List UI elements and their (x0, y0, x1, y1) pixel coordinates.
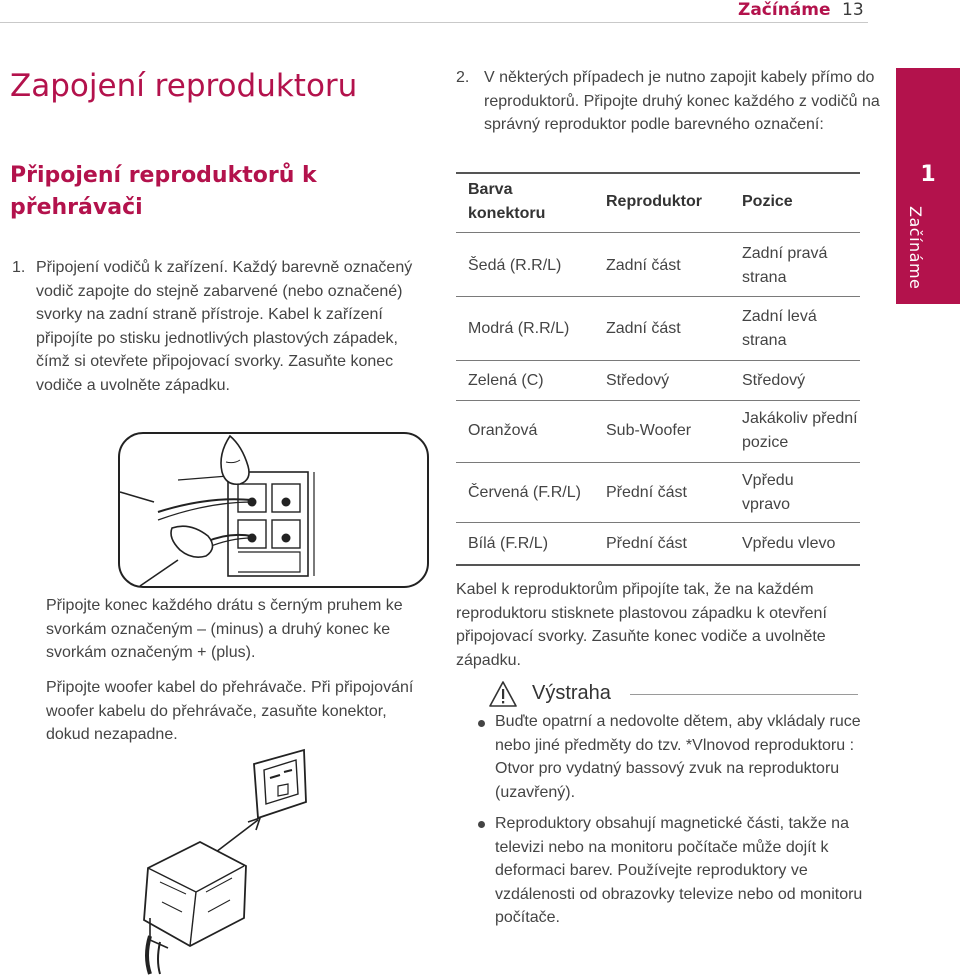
table-cell: Červená (F.R/L) (468, 484, 581, 501)
terminal-connection-illustration (118, 432, 429, 588)
table-rule (456, 522, 860, 523)
table-cell: Modrá (R.R/L) (468, 320, 570, 337)
bullet-marker (478, 720, 485, 727)
table-cell: Zadní část (606, 257, 681, 274)
table-header-speaker: Reproduktor (606, 193, 702, 210)
step-1-text: Připojení vodičů k zařízení. Každý barevně označený vodič zapojte do stejně zabarvené (nebo označené) svorky na zadní straně přístroje. Kabel k zařízení připojíte po stisku jednotlivých plastových západek, čímž si otevřete připojovací svorky. Zasuňte konec vodiče a uvolněte západku. (36, 259, 413, 394)
table-header-position: Pozice (742, 193, 793, 210)
table-cell: Vpředu vpravo (742, 472, 794, 513)
woofer-connector-illustration (120, 742, 352, 976)
table-cell: Bílá (F.R/L) (468, 535, 549, 552)
page-title: Zapojení reproduktoru (10, 68, 358, 104)
table-cell: Zadní pravá strana (742, 245, 828, 286)
table-cell: Sub-Woofer (606, 422, 692, 439)
warning-title: Výstraha (532, 682, 611, 704)
table-header-color: Barva konektoru (468, 181, 546, 222)
warning-triangle-icon (488, 680, 518, 708)
table-rule (456, 360, 860, 361)
table-cell: Středový (742, 372, 806, 389)
table-cell: Zelená (C) (468, 372, 544, 389)
table-cell: Zadní část (606, 320, 681, 337)
table-rule (456, 400, 860, 401)
warning-item: Reproduktory obsahují magnetické části, takže na televizi nebo na monitoru počítače může dojít k deformaci barev. Používejte reproduktory ve vzdálenosti od obrazovky televize nebo od monitoru počítače. (495, 815, 863, 927)
chapter-number: 1 (920, 162, 936, 187)
wire-polarity-paragraph: Připojte konec každého drátu s černým pruhem ke svorkám označeným – (minus) a druhý konec ke svorkám označeným + (plus). (46, 597, 403, 662)
header-section-title: Začínáme (738, 0, 831, 20)
table-rule (456, 232, 860, 233)
header-rule (0, 22, 868, 23)
table-cell: Přední část (606, 535, 687, 552)
bullet-marker (478, 821, 485, 828)
speaker-connection-paragraph: Kabel k reproduktorům připojíte tak, že na každém reproduktoru stisknete plastovou západku k otevření připojovací svorky. Zasuňte konec vodiče a uvolněte západku. (456, 581, 827, 669)
table-rule (456, 296, 860, 297)
table-cell: Vpředu vlevo (742, 535, 836, 552)
table-cell: Zadní levá strana (742, 308, 817, 349)
table-cell: Přední část (606, 484, 687, 501)
woofer-cable-paragraph: Připojte woofer kabel do přehrávače. Při připojování woofer kabelu do přehrávače, zasuňte konektor, dokud nezapadne. (46, 679, 414, 744)
table-rule (456, 462, 860, 463)
table-cell: Oranžová (468, 422, 538, 439)
table-cell: Jakákoliv přední pozice (742, 410, 858, 451)
step-2-number: 2. (456, 69, 470, 86)
table-rule-bottom (456, 564, 860, 566)
table-rule-top (456, 172, 860, 174)
step-2-text: V některých případech je nutno zapojit kabely přímo do reproduktorů. Připojte druhý konec každého z vodičů na správný reproduktor podle barevného označení: (484, 69, 880, 134)
table-cell: Středový (606, 372, 670, 389)
warning-title-rule (630, 694, 858, 695)
table-cell: Šedá (R.R/L) (468, 257, 562, 274)
page-number: 13 (842, 0, 864, 20)
chapter-label: Začínáme (906, 206, 925, 290)
step-1-number: 1. (12, 259, 26, 276)
section-subtitle: Připojení reproduktorů k přehrávači (10, 163, 317, 220)
warning-item: Buďte opatrní a nedovolte dětem, aby vkládaly ruce nebo jiné předměty do tzv. *Vlnovod reproduktoru : Otvor pro vydatný bassový zvuk na reproduktoru (uzavřený). (495, 713, 861, 801)
